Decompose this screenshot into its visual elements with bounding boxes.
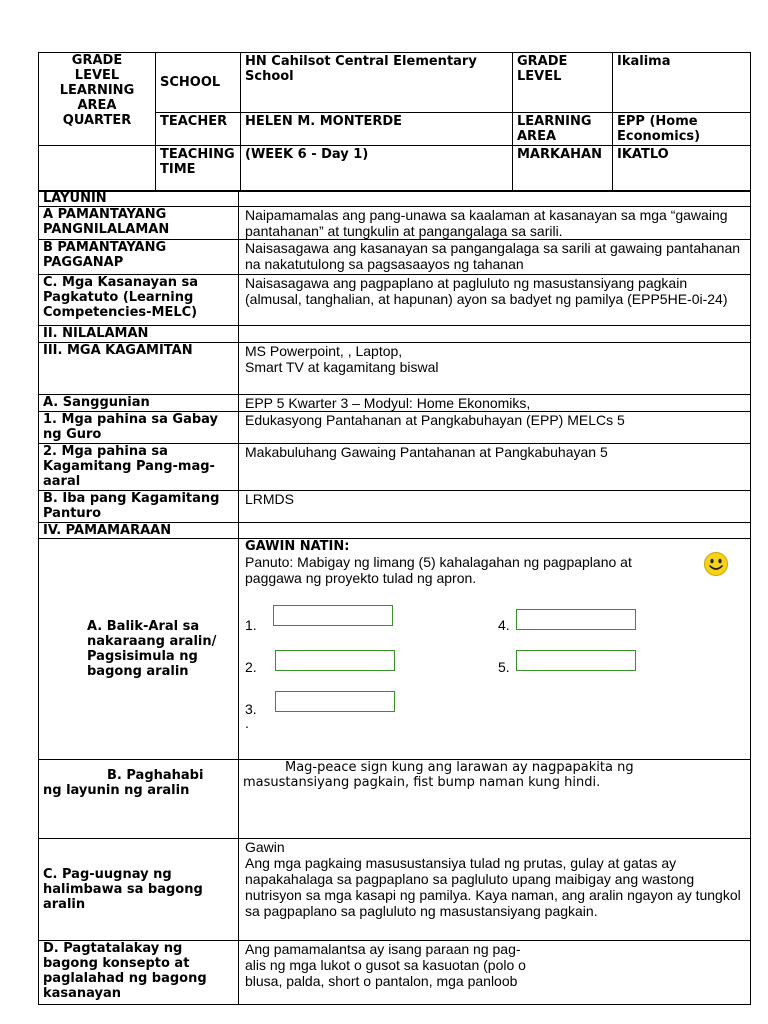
pagtatalakay-line: blusa, palda, short o pantalon, mga panloob: [245, 973, 518, 989]
stack-line: LEARNING: [59, 83, 135, 98]
school-label: SCHOOL: [156, 53, 241, 113]
grade-level-value: Ikalima: [613, 53, 751, 113]
teacher-label: TEACHER: [156, 113, 241, 146]
trailing-dot: .: [245, 715, 249, 731]
stack-line: QUARTER: [62, 113, 132, 128]
item-number-5: 5.: [498, 659, 510, 675]
teacher-value: HELEN M. MONTERDE: [241, 113, 513, 146]
empty-cell: [39, 146, 156, 192]
pamantayang-pagganap-label: B PAMANTAYANG PAGGANAP: [39, 240, 239, 275]
pamantayang-pangnilalaman-value: Naipamamalas ang pang-unawa sa kaalaman at kasanayan sa mga “gawaing pantahanan” at tungkulin at pangangalaga sa sarili.: [239, 207, 751, 240]
pag-uugnay-label: C. Pag-uugnay ng halimbawa sa bagong aralin: [39, 839, 239, 941]
kagamitan-line: Smart TV at kagamitang biswal: [245, 359, 439, 375]
grade-level-label: GRADE LEVEL: [513, 53, 613, 113]
pagtatalakay-value: [239, 941, 751, 1005]
learning-area-value: EPP (Home Economics): [613, 113, 751, 146]
smiley-face-icon: [703, 551, 729, 577]
paghahabi-label-line: B. Paghahabi: [107, 768, 204, 783]
pagtatalakay-line: Ang pamamalantsa ay isang paraan ng pag-: [245, 941, 521, 957]
empty-cell: [239, 326, 751, 343]
item-number-1: 1.: [245, 617, 257, 633]
markahan-value: IKATLO: [613, 146, 751, 192]
gawin-natin-cell: [239, 539, 751, 760]
pamantayang-pagganap-value: Naisasagawa ang kasanayan sa pangangalaga sa sarili at gawaing pantahanan na nakatutulong sa pagsasaayos ng tahanan: [239, 240, 751, 275]
pahina-guro-value: Edukasyong Pantahanan at Pangkabuhayan (EPP) MELCs 5: [239, 412, 751, 444]
kagamitan-value: [239, 343, 751, 395]
sanggunian-value: EPP 5 Kwarter 3 – Modyul: Home Ekonomiks,: [239, 395, 751, 412]
school-value: HN Cahilsot Central Elementary School: [241, 53, 513, 113]
empty-cell: [239, 523, 751, 539]
pag-uugnay-heading: Gawin: [245, 839, 285, 855]
answer-box-3[interactable]: [275, 691, 395, 712]
answer-box-5[interactable]: [516, 650, 636, 671]
header-table: [38, 52, 751, 192]
markahan-label: MARKAHAN: [513, 146, 613, 192]
paghahabi-line: Mag-peace sign kung ang larawan ay nagpapakita ng: [285, 760, 634, 775]
lesson-plan-table: [38, 190, 751, 1005]
pag-uugnay-value: [239, 839, 751, 941]
stack-line: GRADE: [71, 53, 123, 68]
balik-aral-label: A. Balik-Aral sa nakaraang aralin/ Pagsisimula ng bagong aralin: [39, 539, 239, 760]
stack-line: AREA: [77, 98, 117, 113]
pamamaraan-heading: IV. PAMAMARAAN: [39, 523, 239, 539]
pag-uugnay-text: Ang mga pagkaing masusustansiya tulad ng prutas, gulay at gatas ay napakahalaga sa pagpaplano sa pagluluto upang maibigay ang wastong nutrisyon sa mga kasapi ng pamilya. Kaya naman, ang aralin ngayon ay tungkol sa pagpaplano sa pagluluto ng masustansiyang pagkain.: [245, 855, 741, 919]
paghahabi-value: [239, 760, 751, 839]
teaching-time-label: TEACHING TIME: [156, 146, 241, 192]
iba-pang-kagamitan-label: B. Iba pang Kagamitang Panturo: [39, 491, 239, 523]
kagamitan-label: III. MGA KAGAMITAN: [39, 343, 239, 395]
pamantayang-pangnilalaman-label: A PAMANTAYANG PANGNILALAMAN: [39, 207, 239, 240]
item-number-3: 3.: [245, 701, 257, 717]
paghahabi-line: masustansiyang pagkain, fist bump naman kung hindi.: [243, 775, 601, 790]
pagtatalakay-line: alis ng mga lukot o gusot sa kasuotan (polo o: [245, 957, 526, 973]
kasanayan-label: C. Mga Kasanayan sa Pagkatuto (Learning Competencies-MELC): [39, 275, 239, 326]
answer-box-4[interactable]: [516, 609, 636, 630]
gawin-natin-title: GAWIN NATIN:: [245, 539, 350, 554]
kasanayan-value: Naisasagawa ang pagpaplano at pagluluto ng masustansiyang pagkain (almusal, tanghalian, at hapunan) ayon sa badyet ng pamilya (EPP5HE-0i-24): [239, 275, 751, 326]
sanggunian-label: A. Sanggunian: [39, 395, 239, 412]
stack-line: LEVEL: [74, 68, 120, 83]
layunin-heading: LAYUNIN: [39, 191, 239, 207]
answer-box-1[interactable]: [273, 605, 393, 626]
answer-box-2[interactable]: [275, 650, 395, 671]
teaching-time-value: (WEEK 6 - Day 1): [241, 146, 513, 192]
pagtatalakay-label: D. Pagtatalakay ng bagong konsepto at paglalahad ng bagong kasanayan: [39, 941, 239, 1005]
item-number-2: 2.: [245, 659, 257, 675]
empty-cell: [239, 191, 751, 207]
gawin-natin-panuto: Panuto: Mabigay ng limang (5) kahalagahan ng pagpaplano at paggawa ng proyekto tulad ng apron.: [245, 554, 632, 586]
paghahabi-label-line: ng layunin ng aralin: [43, 783, 190, 798]
pahina-aaral-label: 2. Mga pahina sa Kagamitang Pang-mag-aaral: [39, 444, 239, 491]
pahina-aaral-value: Makabuluhang Gawaing Pantahanan at Pangkabuhayan 5: [239, 444, 751, 491]
nilalaman-heading: II. NILALAMAN: [39, 326, 239, 343]
learning-area-label: LEARNING AREA: [513, 113, 613, 146]
paghahabi-label: [39, 760, 239, 839]
pahina-guro-label: 1. Mga pahina sa Gabay ng Guro: [39, 412, 239, 444]
item-number-4: 4.: [498, 617, 510, 633]
grade-level-stack: [39, 53, 156, 146]
iba-pang-kagamitan-value: LRMDS: [239, 491, 751, 523]
kagamitan-line: MS Powerpoint, , Laptop,: [245, 343, 403, 359]
